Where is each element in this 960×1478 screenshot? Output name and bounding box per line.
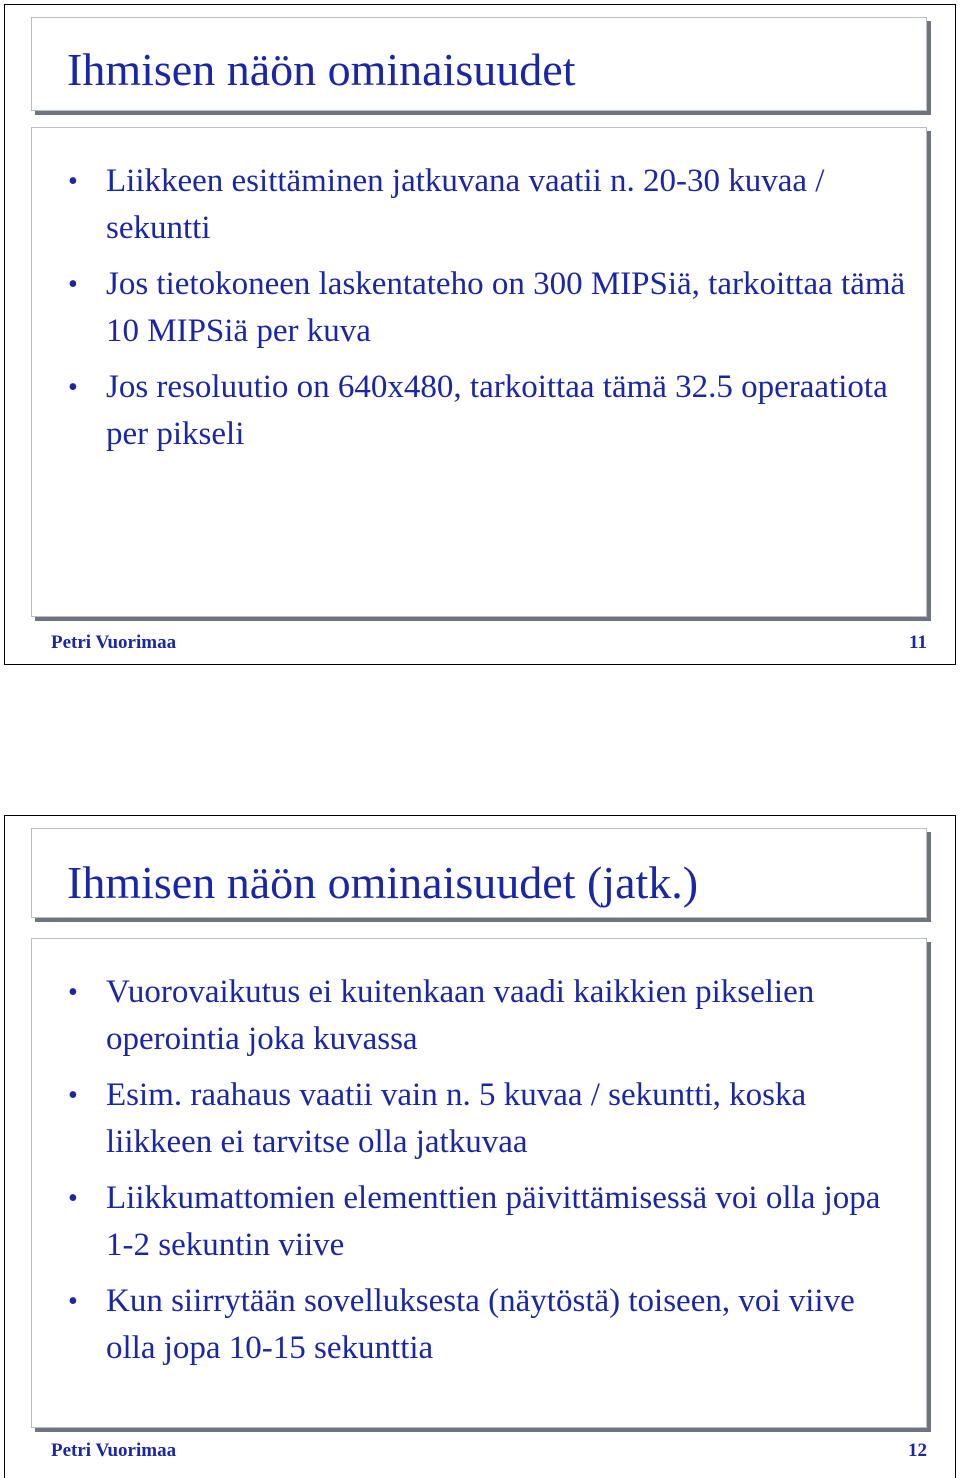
bullet-item <box>68 261 908 355</box>
bullet-list <box>68 158 908 467</box>
content-box <box>31 938 927 1428</box>
bullet-text: Liikkeen esittäminen jatkuvana vaatii n. 20-30 kuvaa / sekuntti <box>106 163 825 246</box>
slide-title: Ihmisen näön ominaisuudet (jatk.) <box>67 857 699 908</box>
bullet-item <box>68 969 908 1063</box>
bullet-text: Esim. raahaus vaatii vain n. 5 kuvaa / sekuntti, koska liikkeen ei tarvitse olla jatkuvaa <box>106 1077 807 1160</box>
bullet-item <box>68 158 908 252</box>
author-name: Petri Vuorimaa <box>51 632 177 653</box>
slide-footer <box>51 632 927 654</box>
slide-11 <box>4 4 956 665</box>
slide-12 <box>4 815 956 1478</box>
bullet-item <box>68 364 908 458</box>
bullet-item <box>68 1278 908 1372</box>
bullet-text: Vuorovaikutus ei kuitenkaan vaadi kaikkien pikselien operointia joka kuvassa <box>106 974 815 1057</box>
bullet-text: Jos tietokoneen laskentateho on 300 MIPSiä, tarkoittaa tämä 10 MIPSiä per kuva <box>106 266 906 349</box>
bullet-item <box>68 1175 908 1269</box>
author-name: Petri Vuorimaa <box>51 1440 177 1461</box>
bullet-text: Liikkumattomien elementtien päivittämisessä voi olla jopa 1-2 sekuntin viive <box>106 1180 881 1263</box>
bullet-icon: • <box>68 977 78 1008</box>
bullet-icon: • <box>68 372 78 403</box>
content-box <box>31 127 927 617</box>
slide-footer <box>51 1440 927 1462</box>
bullet-icon: • <box>68 166 78 197</box>
bullet-item <box>68 1072 908 1166</box>
page-number: 11 <box>909 632 927 653</box>
bullet-icon: • <box>68 1080 78 1111</box>
bullet-icon: • <box>68 269 78 300</box>
bullet-text: Jos resoluutio on 640x480, tarkoittaa tämä 32.5 operaatiota per pikseli <box>106 369 888 452</box>
bullet-icon: • <box>68 1183 78 1214</box>
slide-title: Ihmisen näön ominaisuudet <box>67 44 576 95</box>
page-number: 12 <box>908 1440 927 1461</box>
bullet-list <box>68 969 908 1381</box>
bullet-text: Kun siirrytään sovelluksesta (näytöstä) toiseen, voi viive olla jopa 10-15 sekunttia <box>106 1283 855 1366</box>
bullet-icon: • <box>68 1286 78 1317</box>
